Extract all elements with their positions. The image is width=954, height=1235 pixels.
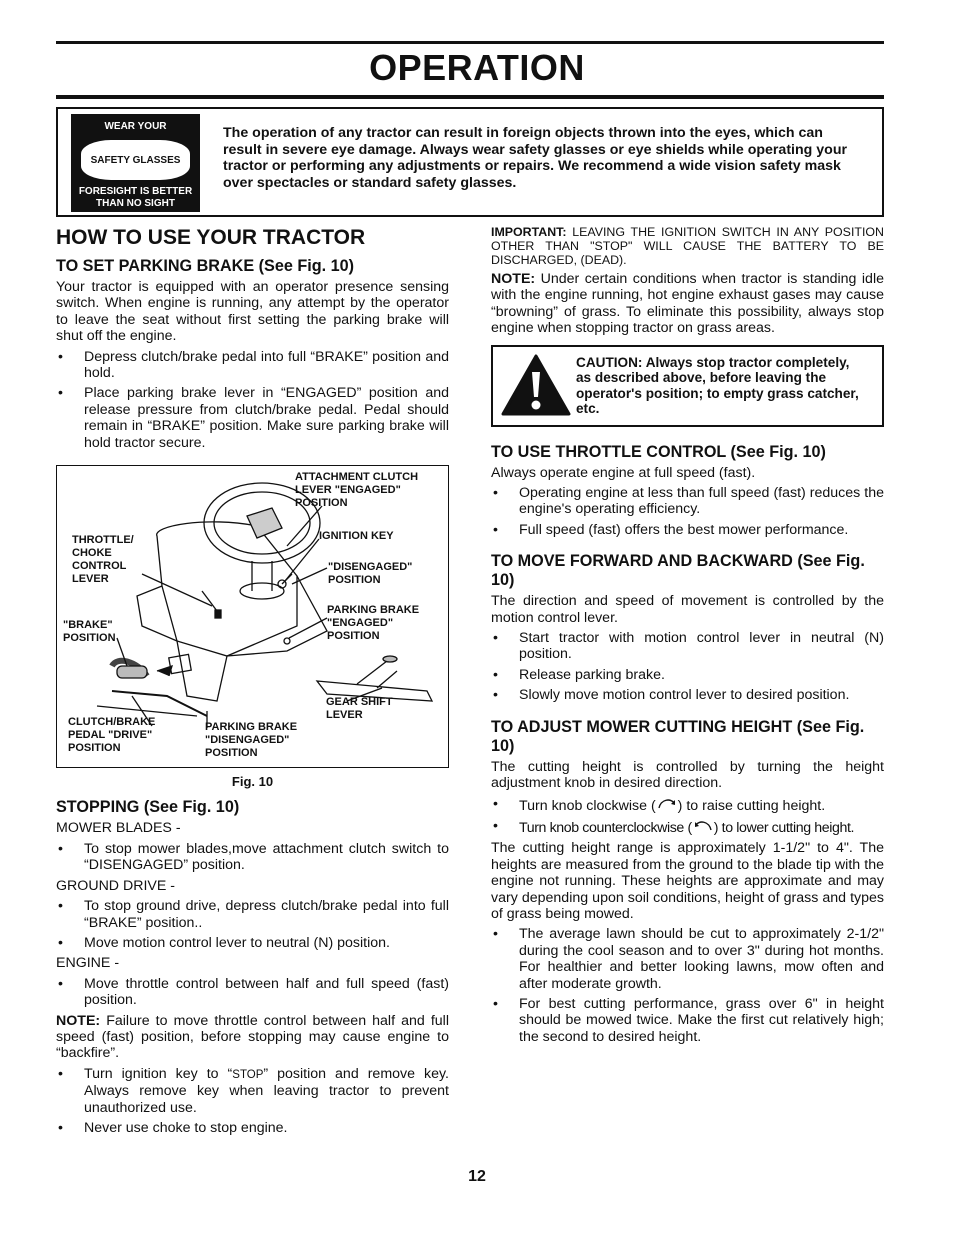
clockwise-text-b: ) to raise cutting height. xyxy=(677,797,826,814)
stop-smallcaps: STOP xyxy=(232,1068,264,1081)
stopping-title: STOPPING (See Fig. 10) xyxy=(56,798,240,817)
ground-drive-list xyxy=(56,898,449,951)
fig-label-brake-position xyxy=(63,619,116,645)
fig-label-line: CHOKE xyxy=(72,547,112,560)
mower-blades-label: MOWER BLADES - xyxy=(56,820,181,837)
badge-bottom-text xyxy=(71,186,200,210)
engine-list xyxy=(56,976,449,1009)
move-title: TO MOVE FORWARD AND BACKWARD (See Fig. 10) xyxy=(491,552,865,590)
fig-label-line: LEVER xyxy=(326,709,363,722)
note-label: NOTE: xyxy=(491,271,536,287)
caution-text: CAUTION: Always stop tractor completely, as described above, before leaving the operator's position; to empty grass catcher, etc. xyxy=(576,354,859,417)
fig-label-line: PARKING BRAKE xyxy=(205,721,298,734)
counterclockwise-text-a: Turn knob counterclockwise ( xyxy=(519,819,692,836)
fig-label-parking-brake-engaged xyxy=(327,604,419,643)
counterclockwise-arrow-icon xyxy=(692,818,714,832)
note-text: Failure to move throttle control between half and full speed (fast) position, before stopping may cause engine to “backfire”. xyxy=(56,1012,449,1062)
parking-brake-paragraph: Your tractor is equipped with an operator presence sensing switch. When engine is running, any attempt by the operator to leave the seat without first setting the parking brake will shut off the engine. xyxy=(56,279,449,345)
figure-caption: Fig. 10 xyxy=(231,774,274,790)
ignition-text-b: ” position and remove key. Always remove key when leaving tractor to prevent unauthorized use. xyxy=(84,1065,449,1116)
fig-label-line: "ENGAGED" xyxy=(327,617,394,630)
list-item: • Release parking brake. xyxy=(491,667,884,683)
engine-list-2 xyxy=(56,1066,449,1137)
fig-label-line: LEVER "ENGAGED" xyxy=(295,484,401,497)
left-column xyxy=(56,225,449,1140)
fig-label-line: "DISENGAGED" xyxy=(328,561,413,574)
top-rule xyxy=(56,41,884,44)
title-rule xyxy=(56,95,884,99)
parking-brake-title: TO SET PARKING BRAKE (See Fig. 10) xyxy=(56,257,355,275)
note-label: NOTE: xyxy=(56,1012,101,1029)
list-item: • Slowly move motion control lever to desired position. xyxy=(491,687,884,703)
fig-label-line: POSITION xyxy=(63,632,116,645)
fig-label-line: "DISENGAGED" xyxy=(205,734,290,747)
cutting-height-paragraph: The cutting height is controlled by turning the height adjustment knob in desired direction. xyxy=(491,758,884,792)
badge-top-text: WEAR YOUR xyxy=(104,121,167,132)
badge-mid-text: SAFETY GLASSES xyxy=(90,155,181,166)
caution-box xyxy=(491,345,884,427)
fig-label-line: POSITION xyxy=(205,747,258,760)
badge-bottom-line1: FORESIGHT IS BETTER xyxy=(78,186,193,197)
page-title: OPERATION xyxy=(369,47,585,88)
safety-warning-box xyxy=(56,107,884,217)
list-item: • Never use choke to stop engine. xyxy=(56,1120,449,1136)
list-item: • Start tractor with motion control lever in neutral (N) position. xyxy=(491,630,884,663)
parking-brake-list xyxy=(56,349,449,451)
throttle-paragraph: Always operate engine at full speed (fast). xyxy=(491,464,756,481)
fig-label-line: LEVER xyxy=(72,573,109,586)
warning-triangle-icon xyxy=(501,354,571,418)
right-column xyxy=(491,225,884,1049)
safety-warning-text: The operation of any tractor can result in foreign objects thrown into the eyes, which can result in severe eye damage. Always wear safety glasses or eye shields while operating your tractor or performing any adjustments or repairs. We recommend a wide vision safety mask over spectacles or standard safety glasses. xyxy=(223,125,848,191)
important-label: IMPORTANT: xyxy=(491,225,567,239)
fig-label-ignition-key: IGNITION KEY xyxy=(319,530,394,543)
list-item xyxy=(491,818,884,836)
mower-blades-list xyxy=(56,841,449,874)
fig-label-line: CLUTCH/BRAKE xyxy=(68,716,156,729)
fig-label-line: POSITION xyxy=(68,742,121,755)
cutting-height-list xyxy=(491,796,884,837)
engine-label: ENGINE - xyxy=(56,955,120,972)
backfire-note xyxy=(56,1013,449,1062)
list-item: • Move throttle control between half and full speed (fast) position. xyxy=(56,976,449,1009)
fig-label-throttle-choke xyxy=(72,534,134,586)
list-item: • For best cutting performance, grass over 6" in height should be mowed twice. Make the first cut relatively high; the second to desired height. xyxy=(491,996,884,1045)
section-heading: HOW TO USE YOUR TRACTOR xyxy=(56,226,366,249)
list-item: • Move motion control lever to neutral (N) position. xyxy=(56,935,449,951)
fig-label-line: "BRAKE" xyxy=(63,619,113,632)
throttle-title: TO USE THROTTLE CONTROL (See Fig. 10) xyxy=(491,442,826,461)
fig-label-line: PARKING BRAKE xyxy=(327,604,420,617)
fig-label-line: POSITION xyxy=(295,497,348,510)
important-notice xyxy=(491,225,884,267)
cutting-range-list xyxy=(491,926,884,1045)
list-item xyxy=(491,796,884,814)
clockwise-arrow-icon xyxy=(656,796,678,810)
fig-label-parking-brake-disengaged xyxy=(205,721,297,760)
fig-label-line: GEAR SHIFT xyxy=(326,696,393,709)
fig-label-line: THROTTLE/ xyxy=(72,534,134,547)
list-item: • To stop mower blades,move attachment clutch switch to “DISENGAGED” position. xyxy=(56,841,449,874)
ignition-text-a: Turn ignition key to “ xyxy=(84,1065,233,1082)
list-item: • Operating engine at less than full speed (fast) reduces the engine's operating efficiency. xyxy=(491,485,884,518)
cutting-range-paragraph: The cutting height range is approximately 1-1/2" to 4". The heights are measured from the ground to the blade tip with the engine not running. These heights are approximate and may vary depending upon soil conditions, height of grass and types of grass being mowed. xyxy=(491,840,884,922)
fig-label-attachment-clutch xyxy=(295,471,418,510)
move-list xyxy=(491,630,884,704)
list-item: • Full speed (fast) offers the best mower performance. xyxy=(491,522,884,538)
list-item: • Depress clutch/brake pedal into full “BRAKE” position and hold. xyxy=(56,349,449,382)
badge-bottom-line2: THAN NO SIGHT xyxy=(96,198,175,209)
exhaust-note xyxy=(491,271,884,337)
fig-label-line: POSITION xyxy=(328,574,381,587)
page-number: 12 xyxy=(468,1168,486,1185)
clockwise-text-a: Turn knob clockwise ( xyxy=(519,797,656,814)
fig-label-line: POSITION xyxy=(327,630,380,643)
fig-label-clutch-brake-pedal xyxy=(68,716,155,755)
throttle-list xyxy=(491,485,884,538)
fig-label-line: ATTACHMENT CLUTCH xyxy=(295,471,419,484)
note-text: Under certain conditions when tractor is standing idle with the engine running, hot engine exhaust gases may cause “browning” of grass. To eliminate this possibility, always stop engine when stopping tractor on grass areas. xyxy=(491,271,884,337)
fig-label-line: CONTROL xyxy=(72,560,127,573)
fig-label-gear-shift xyxy=(326,696,393,722)
ground-drive-label: GROUND DRIVE - xyxy=(56,877,176,894)
safety-glasses-badge xyxy=(71,114,200,212)
list-item: • The average lawn should be cut to approximately 2-1/2" during the cool season and to over 3" during hot months. For healthier and better looking lawns, mow often and after moderate growth. xyxy=(491,926,884,992)
list-item xyxy=(56,1066,449,1116)
fig-label-disengaged xyxy=(328,561,412,587)
important-text: LEAVING THE IGNITION SWITCH IN ANY POSITION OTHER THAN "STOP" WILL CAUSE THE BATTERY TO BE DISCHARGED, (DEAD). xyxy=(491,225,884,267)
list-item: • To stop ground drive, depress clutch/brake pedal into full “BRAKE” position.. xyxy=(56,898,449,931)
cutting-height-title: TO ADJUST MOWER CUTTING HEIGHT (See Fig. 10) xyxy=(491,717,865,755)
counterclockwise-text-b: ) to lower cutting height. xyxy=(713,819,855,836)
safety-glasses-icon xyxy=(81,140,190,180)
list-item: • Place parking brake lever in “ENGAGED” position and release pressure from clutch/brake pedal. Pedal should remain in “BRAKE” position. Make sure parking brake will hold tractor secure. xyxy=(56,385,449,451)
move-paragraph: The direction and speed of movement is controlled by the motion control lever. xyxy=(491,593,884,626)
figure-10 xyxy=(56,465,449,768)
fig-label-line: PEDAL "DRIVE" xyxy=(68,729,153,742)
